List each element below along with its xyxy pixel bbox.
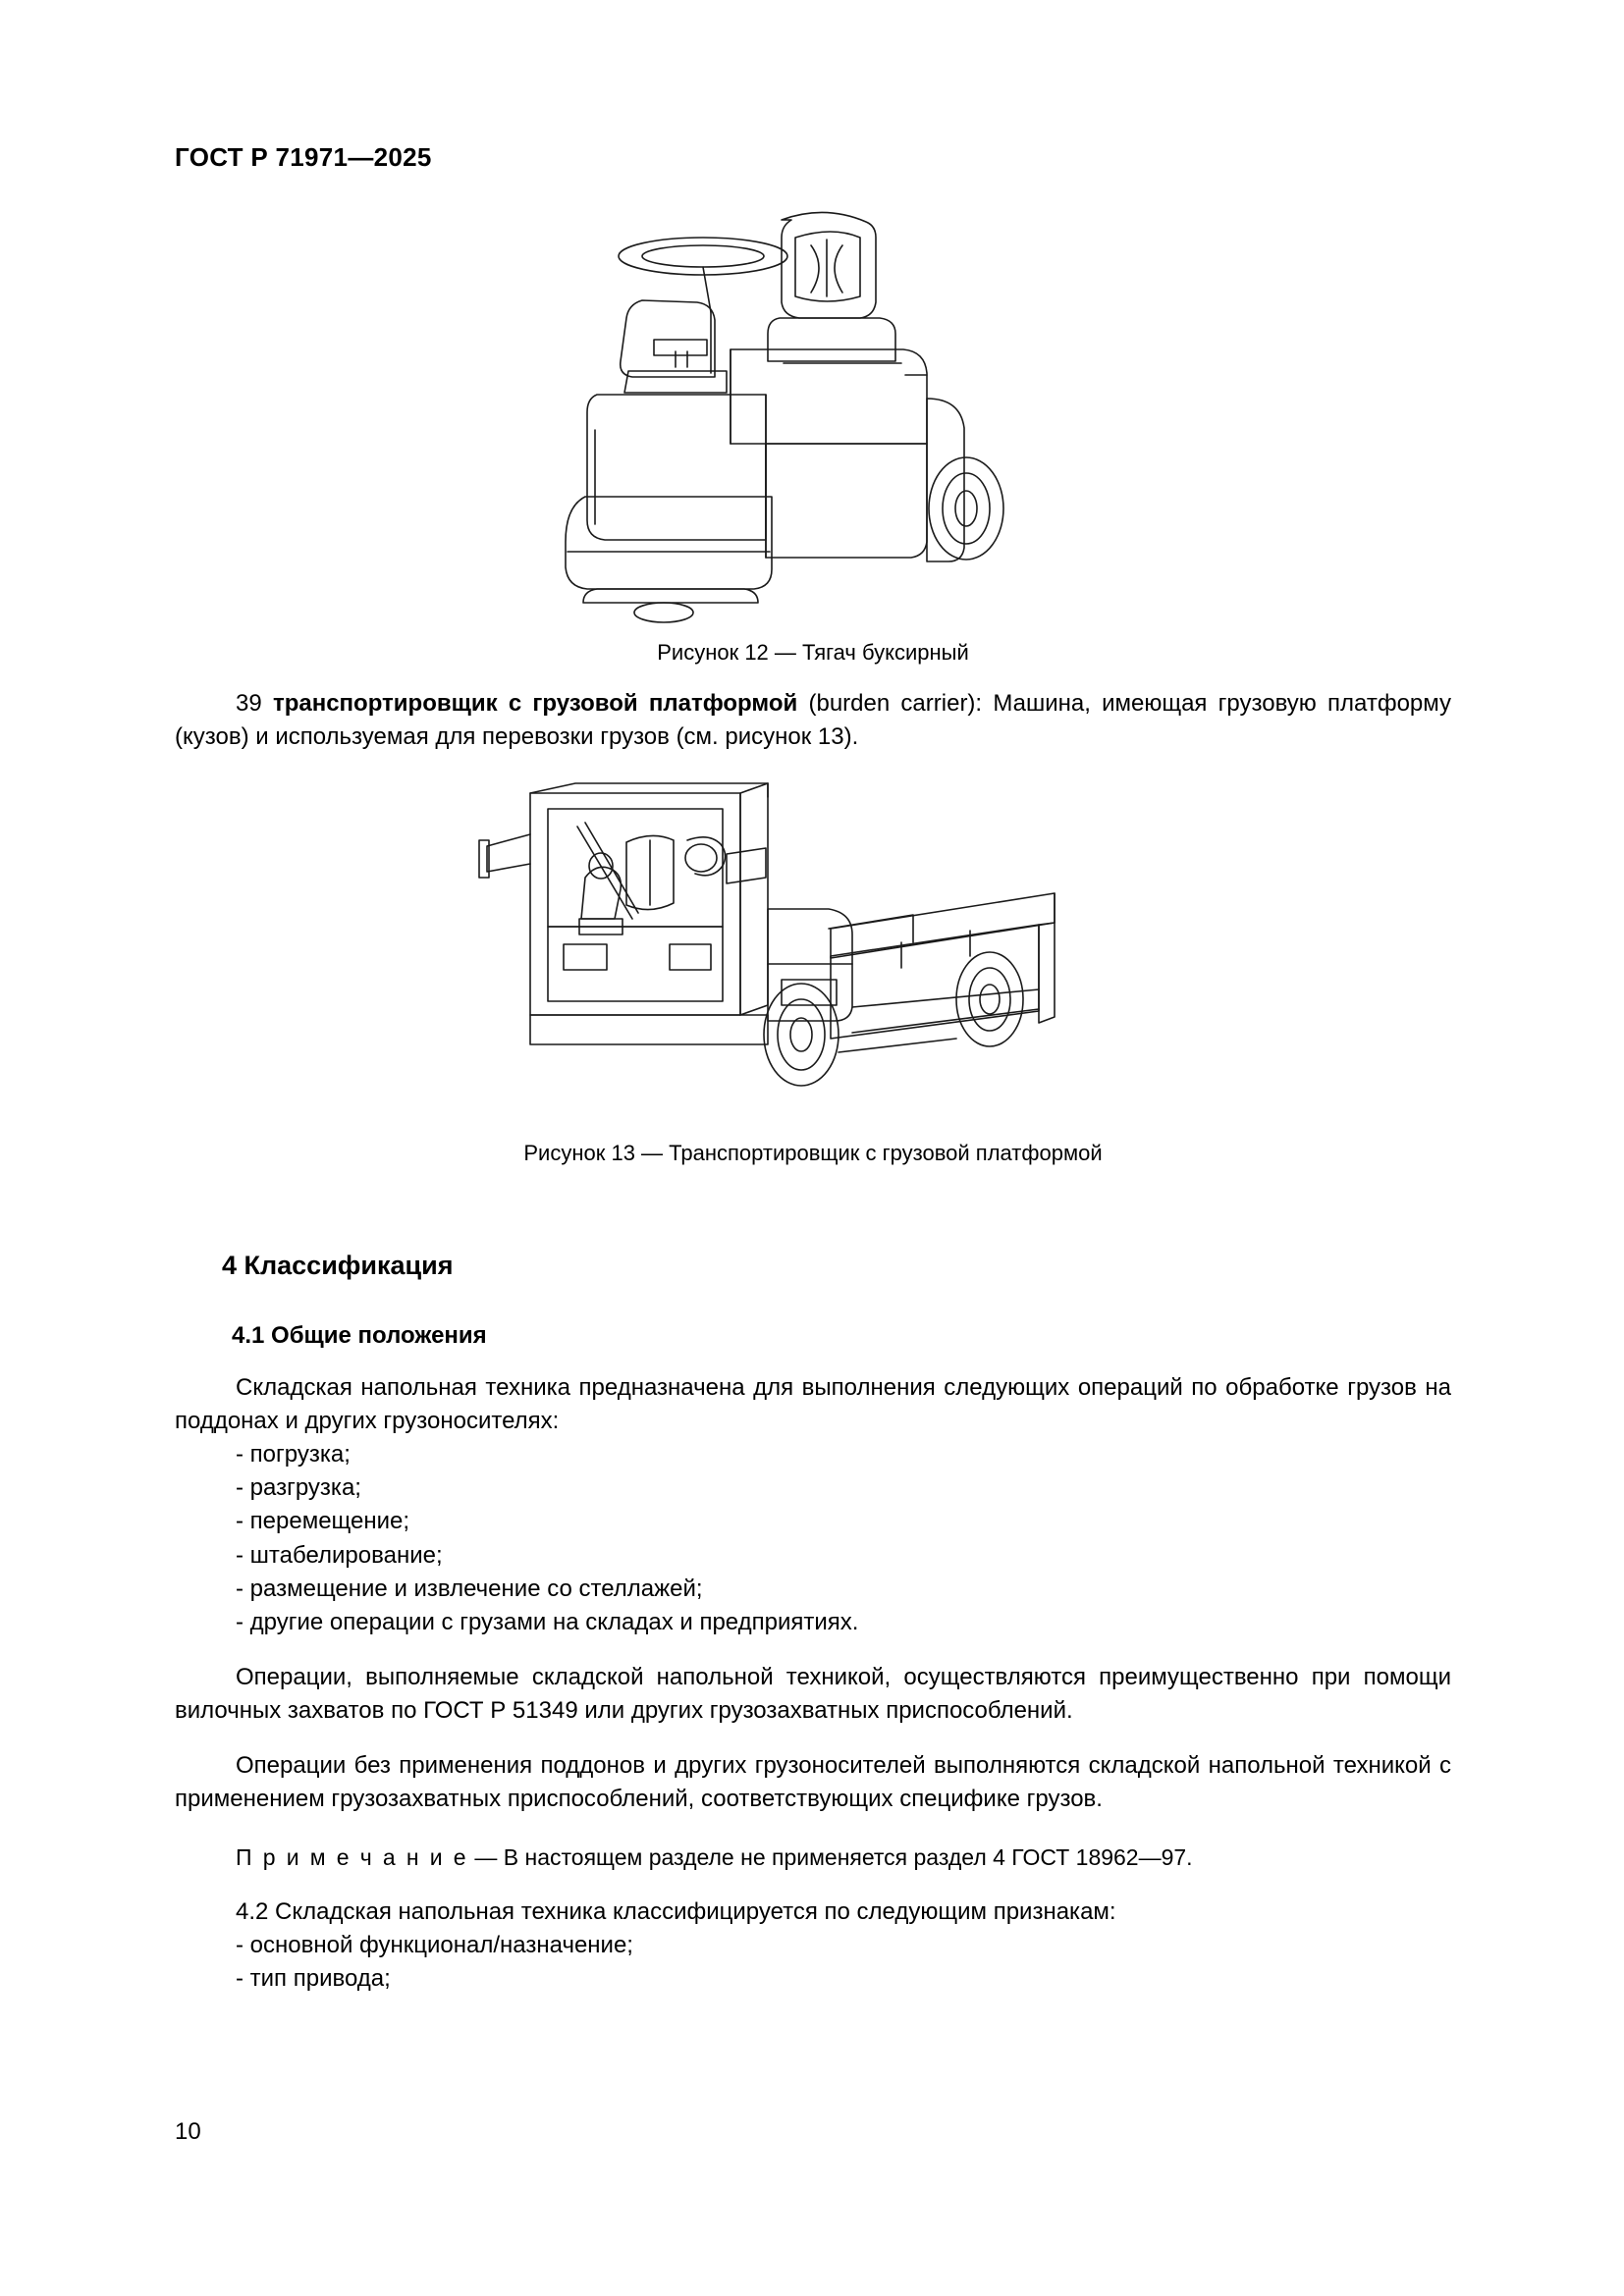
operations-list <box>175 1438 1451 1638</box>
list-item: - перемещение; <box>236 1508 410 1535</box>
list-item: - основной функционал/назначение; <box>236 1931 633 1958</box>
list-item: - размещение и извлечение со стеллажей; <box>236 1575 703 1602</box>
figure-12-image <box>175 202 1451 624</box>
figure-13-image <box>175 772 1451 1125</box>
note-paragraph <box>175 1842 1451 1874</box>
subsection-heading-4-1: 4.1 Общие положения <box>232 1322 487 1350</box>
term-name: транспортировщик с грузовой платформой <box>272 690 798 717</box>
term-english: (burden carrier): <box>808 690 983 717</box>
page-number: 10 <box>175 2118 201 2145</box>
classification-list <box>175 1929 1451 1996</box>
page-content <box>175 0 1451 1996</box>
note-text: — В настоящем разделе не применяется раздел 4 ГОСТ 18962—97. <box>468 1844 1193 1871</box>
document-header: ГОСТ Р 71971—2025 <box>175 142 432 172</box>
list-item: - другие операции с грузами на складах и предприятиях. <box>236 1608 859 1635</box>
paragraph-general-1: Складская напольная техника предназначена для выполнения следующих операций по обработке грузов на поддонах и других грузоносителях: <box>175 1374 1451 1435</box>
paragraph-general-2: Операции, выполняемые складской напольной техникой, осуществляются преимущественно при помощи вилочных захватов по ГОСТ Р 51349 или других грузозахватных приспособлений. <box>175 1663 1451 1724</box>
list-item: - разгрузка; <box>236 1474 361 1502</box>
figure-12-caption: Рисунок 12 — Тягач буксирный <box>657 640 969 665</box>
paragraph-general-3: Операции без применения поддонов и других грузоносителей выполняются складской напольной техникой с применением грузозахватных приспособлений, соответствующих специфике грузов. <box>175 1751 1451 1813</box>
note-label: П р и м е ч а н и е <box>236 1844 469 1871</box>
list-item: - тип привода; <box>236 1964 391 1992</box>
section-heading-4: 4 Классификация <box>222 1251 454 1281</box>
paragraph-4-2: 4.2 Складская напольная техника классифицируется по следующим признакам: <box>236 1897 1116 1925</box>
term-definition: Машина, имеющая грузовую платформу (кузов) и используемая для перевозки грузов (см. рисунок 13). <box>175 690 1452 751</box>
term-paragraph-39 <box>175 687 1451 754</box>
term-number: 39 <box>236 690 262 717</box>
list-item: - погрузка; <box>236 1441 351 1468</box>
figure-13-caption: Рисунок 13 — Транспортировщик с грузовой платформой <box>523 1141 1103 1166</box>
list-item: - штабелирование; <box>236 1541 443 1569</box>
